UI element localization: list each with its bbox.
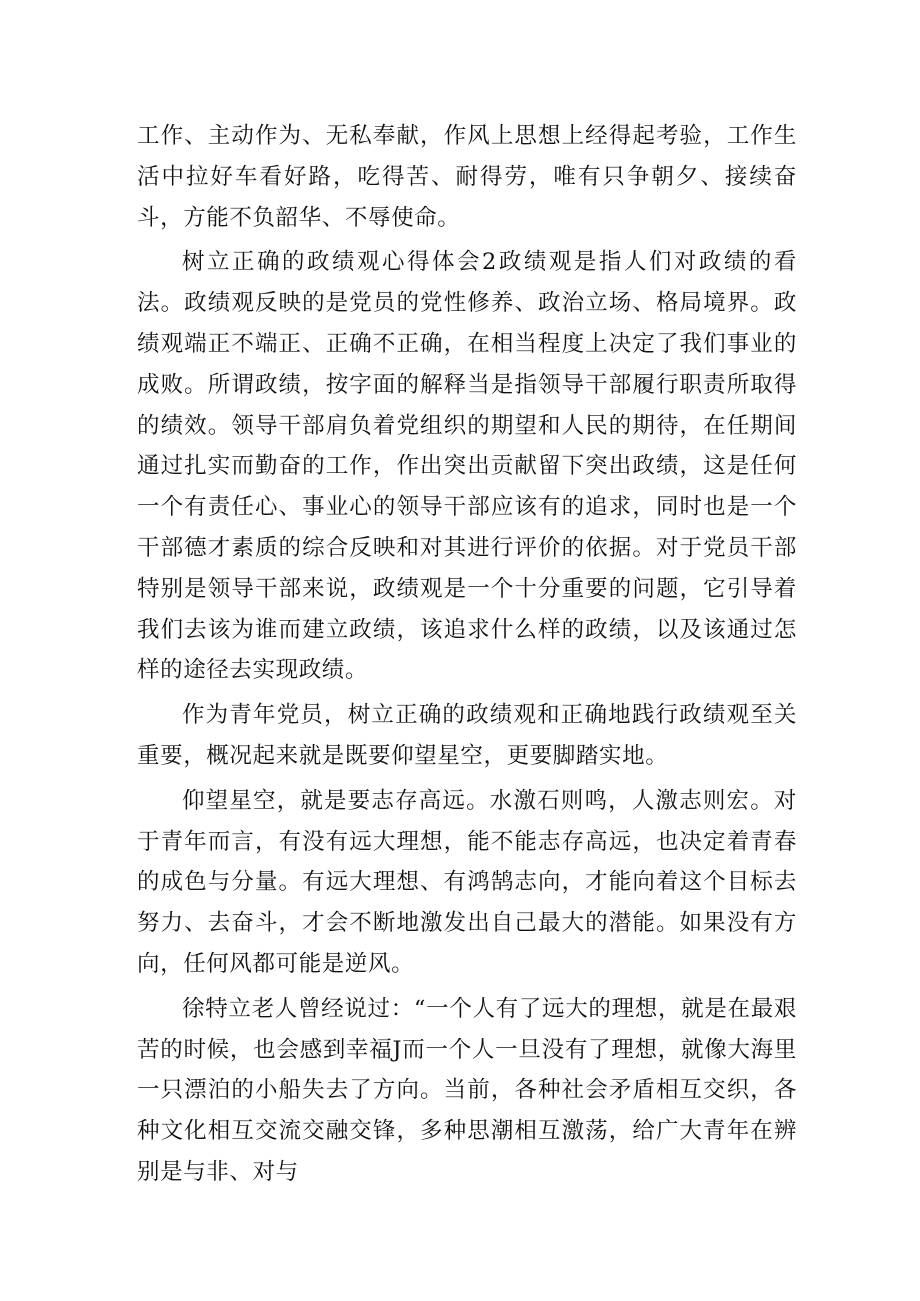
paragraph-look-up-at-stars: 仰望星空，就是要志存高远。水激石则鸣，人激志则宏。对于青年而言，有没有远大理想，能不能志存高远，也决定着青春的成色与分量。有远大理想、有鸿鹄志向，才能向着这个目标去努力、去奋斗，才会不断地激发出自己最大的潜能。如果没有方向，任何风都可能是逆风。 <box>137 787 797 977</box>
paragraph-political-performance-view: 树立正确的政绩观心得体会2政绩观是指人们对政绩的看法。政绩观反映的是党员的党性修养、政治立场、格局境界。政绩观端正不端正、正确不正确，在相当程度上决定了我们事业的成败。所谓政绩，按字面的解释当是指领导干部履行职责所取得的绩效。领导干部肩负着党组织的期望和人民的期待，在任期间通过扎实而勤奋的工作，作出突出贡献留下突出政绩，这是任何一个有责任心、事业心的领导干部应该有的追求，同时也是一个干部德才素质的综合反映和对其进行评价的依据。对于党员干部特别是领导干部来说，政绩观是一个十分重要的问题，它引导着我们去该为谁而建立政绩，该追求什么样的政绩，以及该通过怎样的途径去实现政绩。 <box>137 249 797 684</box>
document-body <box>137 116 797 1197</box>
paragraph-xu-teli-quote: 徐特立老人曾经说过：“一个人有了远大的理想，就是在最艰苦的时候，也会感到幸福J而一个人一旦没有了理想，就像大海里一只漂泊的小船失去了方向。当前，各种社会矛盾相互交织，各种文化相互交流交融交锋，多种思潮相互激荡，给广大青年在辨别是与非、对与 <box>137 995 797 1185</box>
paragraph-young-party-member: 作为青年党员，树立正确的政绩观和正确地践行政绩观至关重要，概况起来就是既要仰望星空，更要脚踏实地。 <box>137 702 797 769</box>
paragraph-continuation: 工作、主动作为、无私奉献，作风上思想上经得起考验，工作生活中拉好车看好路，吃得苦、耐得劳，唯有只争朝夕、接续奋斗，方能不负韶华、不辱使命。 <box>137 123 797 231</box>
